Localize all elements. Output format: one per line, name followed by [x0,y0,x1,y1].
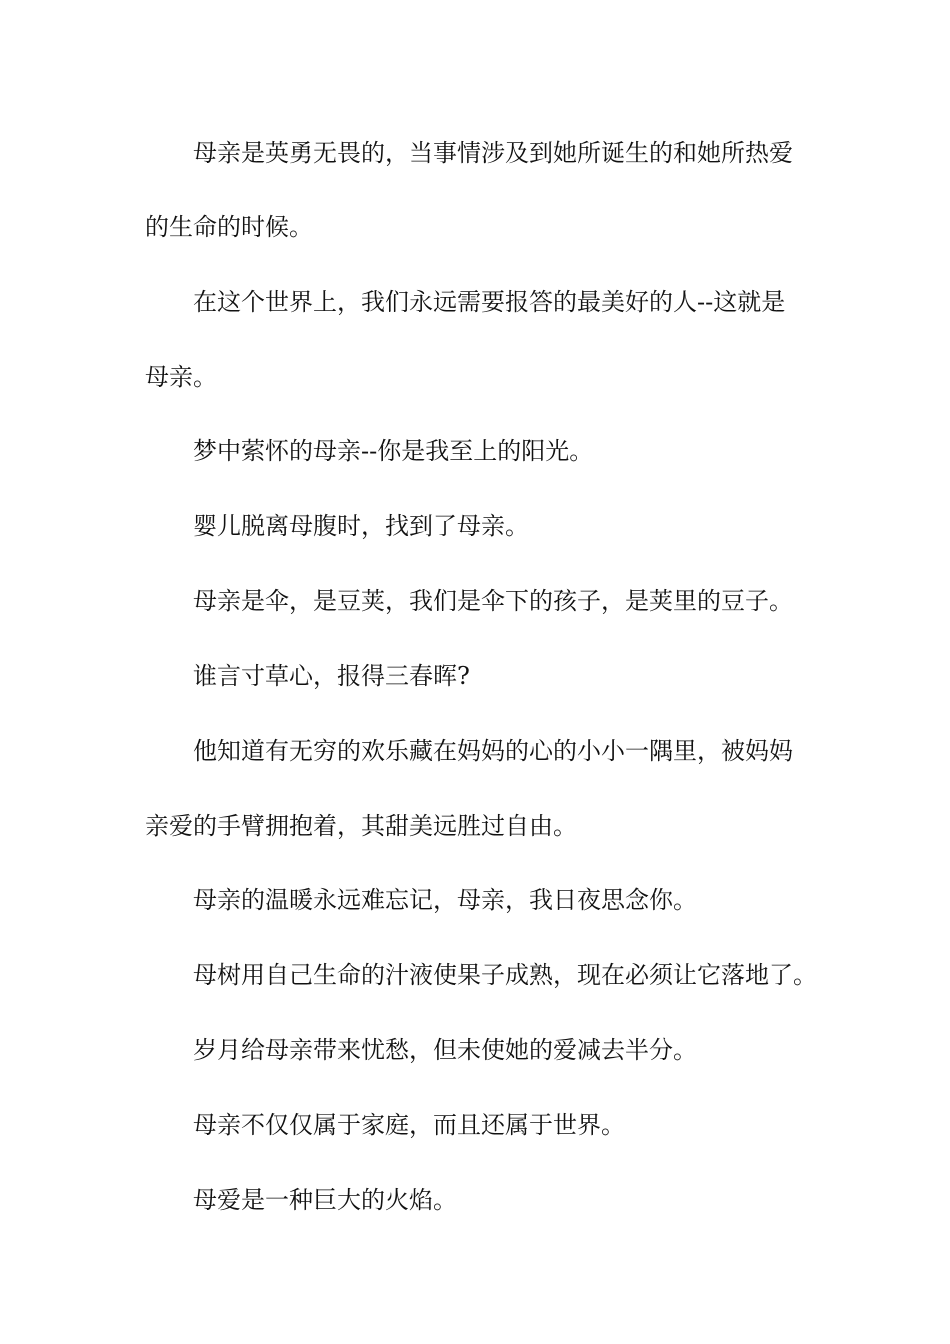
text-line: 母亲不仅仅属于家庭，而且还属于世界。 [193,1111,625,1139]
text-line: 他知道有无穷的欢乐藏在妈妈的心的小小一隅里，被妈妈 [193,737,793,765]
text-line: 母亲。 [145,363,217,391]
text-line: 母树用自己生命的汁液使果子成熟，现在必须让它落地了。 [193,961,817,989]
text-line: 亲爱的手臂拥抱着，其甜美远胜过自由。 [145,812,577,840]
text-line: 岁月给母亲带来忧愁，但未使她的爱减去半分。 [193,1036,697,1064]
text-line: 梦中萦怀的母亲--你是我至上的阳光。 [193,437,594,465]
text-line: 母亲是伞，是豆荚，我们是伞下的孩子，是荚里的豆子。 [193,587,793,615]
text-line: 在这个世界上，我们永远需要报答的最美好的人--这就是 [193,288,786,316]
text-line: 母亲是英勇无畏的，当事情涉及到她所诞生的和她所热爱 [193,139,793,167]
text-line: 谁言寸草心，报得三春晖? [193,662,470,690]
text-line: 的生命的时候。 [145,213,313,241]
text-line: 母爱是一种巨大的火焰。 [193,1186,457,1214]
text-line: 母亲的温暖永远难忘记，母亲，我日夜思念你。 [193,886,697,914]
text-line: 婴儿脱离母腹时，找到了母亲。 [193,512,529,540]
